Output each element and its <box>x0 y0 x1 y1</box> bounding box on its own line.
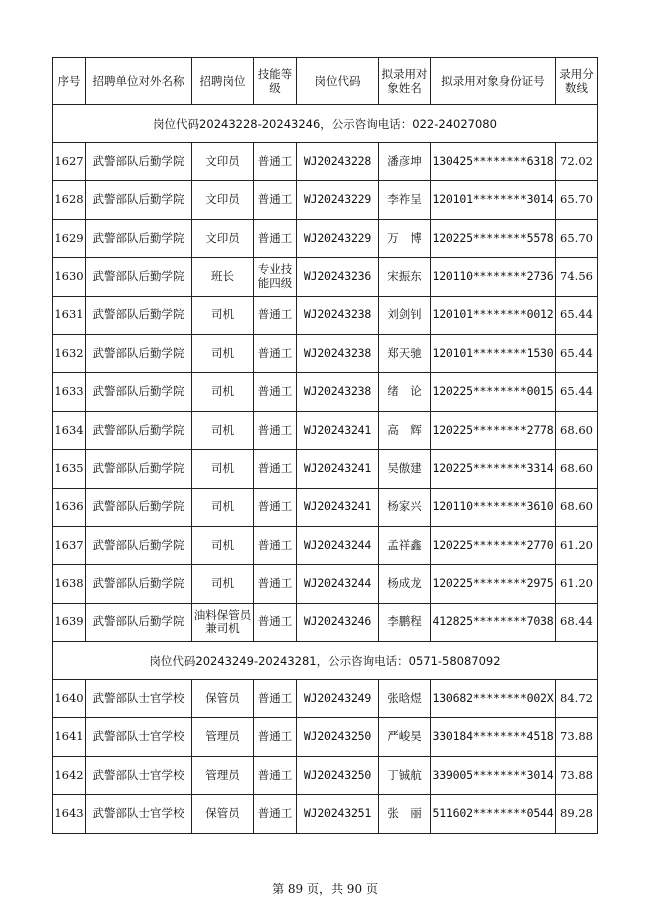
cell-skill: 普通工 <box>254 756 297 794</box>
cell-code: WJ20243229 <box>297 181 379 219</box>
cell-position: 保管员 <box>192 680 254 718</box>
header-name: 拟录用对象姓名 <box>379 58 431 105</box>
table-row <box>53 795 598 833</box>
cell-seq: 1628 <box>53 181 86 219</box>
cell-id: 130682********002X <box>431 680 556 718</box>
cell-name: 吴傲建 <box>379 450 431 488</box>
table-row <box>53 143 598 181</box>
cell-score: 61.20 <box>556 565 598 603</box>
table-body <box>53 105 598 834</box>
cell-unit: 武警部队后勤学院 <box>86 181 192 219</box>
cell-score: 68.44 <box>556 603 598 641</box>
cell-score: 89.28 <box>556 795 598 833</box>
header-unit: 招聘单位对外名称 <box>86 58 192 105</box>
section-header-row <box>53 642 598 680</box>
cell-score: 84.72 <box>556 680 598 718</box>
cell-unit: 武警部队后勤学院 <box>86 526 192 564</box>
table-row <box>53 296 598 334</box>
cell-score: 72.02 <box>556 143 598 181</box>
cell-code: WJ20243246 <box>297 603 379 641</box>
cell-position: 司机 <box>192 411 254 449</box>
cell-unit: 武警部队士官学校 <box>86 756 192 794</box>
table-row <box>53 680 598 718</box>
cell-position: 管理员 <box>192 718 254 756</box>
cell-position: 司机 <box>192 296 254 334</box>
cell-seq: 1641 <box>53 718 86 756</box>
cell-unit: 武警部队后勤学院 <box>86 373 192 411</box>
cell-score: 68.60 <box>556 488 598 526</box>
cell-score: 65.44 <box>556 373 598 411</box>
cell-position: 司机 <box>192 526 254 564</box>
cell-code: WJ20243244 <box>297 526 379 564</box>
cell-unit: 武警部队后勤学院 <box>86 334 192 372</box>
cell-skill: 普通工 <box>254 143 297 181</box>
recruitment-table <box>52 57 598 834</box>
cell-unit: 武警部队后勤学院 <box>86 488 192 526</box>
cell-name: 严峻昊 <box>379 718 431 756</box>
cell-seq: 1640 <box>53 680 86 718</box>
cell-unit: 武警部队后勤学院 <box>86 565 192 603</box>
cell-score: 74.56 <box>556 258 598 296</box>
header-seq: 序号 <box>53 58 86 105</box>
cell-skill: 普通工 <box>254 603 297 641</box>
cell-code: WJ20243241 <box>297 411 379 449</box>
table-row <box>53 219 598 257</box>
cell-code: WJ20243238 <box>297 296 379 334</box>
cell-score: 68.60 <box>556 411 598 449</box>
table-row <box>53 411 598 449</box>
cell-name: 刘剑钊 <box>379 296 431 334</box>
header-row <box>53 58 598 105</box>
section-title: 岗位代码20243249-20243281，公示咨询电话：0571-58087092 <box>53 642 598 680</box>
cell-skill: 普通工 <box>254 219 297 257</box>
section-header-row <box>53 105 598 143</box>
cell-score: 65.70 <box>556 219 598 257</box>
cell-unit: 武警部队后勤学院 <box>86 411 192 449</box>
cell-score: 65.70 <box>556 181 598 219</box>
cell-skill: 普通工 <box>254 334 297 372</box>
cell-seq: 1627 <box>53 143 86 181</box>
cell-id: 120101********3014 <box>431 181 556 219</box>
cell-code: WJ20243251 <box>297 795 379 833</box>
cell-position: 管理员 <box>192 756 254 794</box>
cell-skill: 普通工 <box>254 526 297 564</box>
header-code: 岗位代码 <box>297 58 379 105</box>
cell-unit: 武警部队后勤学院 <box>86 603 192 641</box>
cell-skill: 普通工 <box>254 373 297 411</box>
cell-position: 司机 <box>192 488 254 526</box>
cell-name: 丁铖航 <box>379 756 431 794</box>
cell-name: 张 丽 <box>379 795 431 833</box>
cell-id: 120225********3314 <box>431 450 556 488</box>
table-row <box>53 488 598 526</box>
cell-position: 司机 <box>192 565 254 603</box>
cell-seq: 1637 <box>53 526 86 564</box>
cell-code: WJ20243250 <box>297 718 379 756</box>
cell-seq: 1643 <box>53 795 86 833</box>
table-row <box>53 258 598 296</box>
cell-id: 120110********2736 <box>431 258 556 296</box>
cell-unit: 武警部队后勤学院 <box>86 296 192 334</box>
cell-unit: 武警部队后勤学院 <box>86 219 192 257</box>
cell-name: 李鹏程 <box>379 603 431 641</box>
cell-name: 潘彦坤 <box>379 143 431 181</box>
cell-code: WJ20243241 <box>297 450 379 488</box>
table-row <box>53 756 598 794</box>
table-row <box>53 181 598 219</box>
cell-id: 412825********7038 <box>431 603 556 641</box>
cell-skill: 普通工 <box>254 718 297 756</box>
table-row <box>53 450 598 488</box>
cell-seq: 1633 <box>53 373 86 411</box>
cell-id: 120225********2778 <box>431 411 556 449</box>
cell-unit: 武警部队后勤学院 <box>86 450 192 488</box>
table-row <box>53 603 598 641</box>
cell-seq: 1635 <box>53 450 86 488</box>
cell-id: 120225********0015 <box>431 373 556 411</box>
cell-position: 文印员 <box>192 219 254 257</box>
cell-code: WJ20243229 <box>297 219 379 257</box>
cell-name: 李祚呈 <box>379 181 431 219</box>
header-score: 录用分数线 <box>556 58 598 105</box>
cell-seq: 1630 <box>53 258 86 296</box>
cell-score: 73.88 <box>556 718 598 756</box>
cell-code: WJ20243249 <box>297 680 379 718</box>
cell-name: 绪 论 <box>379 373 431 411</box>
cell-name: 高 辉 <box>379 411 431 449</box>
cell-position: 司机 <box>192 334 254 372</box>
cell-seq: 1642 <box>53 756 86 794</box>
header-id: 拟录用对象身份证号 <box>431 58 556 105</box>
cell-seq: 1638 <box>53 565 86 603</box>
cell-name: 宋振东 <box>379 258 431 296</box>
cell-name: 杨成龙 <box>379 565 431 603</box>
cell-position: 司机 <box>192 450 254 488</box>
cell-position: 班长 <box>192 258 254 296</box>
cell-skill: 普通工 <box>254 680 297 718</box>
cell-code: WJ20243238 <box>297 334 379 372</box>
cell-unit: 武警部队士官学校 <box>86 680 192 718</box>
cell-position: 文印员 <box>192 143 254 181</box>
cell-name: 杨家兴 <box>379 488 431 526</box>
cell-seq: 1632 <box>53 334 86 372</box>
cell-id: 120225********2975 <box>431 565 556 603</box>
cell-position: 司机 <box>192 373 254 411</box>
cell-score: 61.20 <box>556 526 598 564</box>
table-row <box>53 373 598 411</box>
cell-score: 65.44 <box>556 296 598 334</box>
cell-skill: 普通工 <box>254 565 297 603</box>
cell-seq: 1636 <box>53 488 86 526</box>
cell-score: 68.60 <box>556 450 598 488</box>
cell-unit: 武警部队后勤学院 <box>86 258 192 296</box>
cell-name: 张晗煜 <box>379 680 431 718</box>
cell-name: 万 博 <box>379 219 431 257</box>
cell-id: 120225********2770 <box>431 526 556 564</box>
cell-code: WJ20243241 <box>297 488 379 526</box>
cell-position: 油料保管员兼司机 <box>192 603 254 641</box>
cell-skill: 普通工 <box>254 411 297 449</box>
table-row <box>53 334 598 372</box>
cell-id: 120110********3610 <box>431 488 556 526</box>
cell-id: 339005********3014 <box>431 756 556 794</box>
cell-position: 保管员 <box>192 795 254 833</box>
cell-skill: 普通工 <box>254 795 297 833</box>
cell-name: 郑天驰 <box>379 334 431 372</box>
section-title: 岗位代码20243228-20243246，公示咨询电话：022-24027080 <box>53 105 598 143</box>
cell-id: 120101********0012 <box>431 296 556 334</box>
cell-seq: 1629 <box>53 219 86 257</box>
page-footer: 第 89 页，共 90 页 <box>272 882 378 896</box>
table-row <box>53 718 598 756</box>
cell-unit: 武警部队士官学校 <box>86 795 192 833</box>
cell-seq: 1634 <box>53 411 86 449</box>
cell-id: 330184********4518 <box>431 718 556 756</box>
cell-id: 130425********6318 <box>431 143 556 181</box>
cell-skill: 普通工 <box>254 488 297 526</box>
cell-id: 120101********1530 <box>431 334 556 372</box>
cell-name: 孟祥鑫 <box>379 526 431 564</box>
cell-code: WJ20243250 <box>297 756 379 794</box>
table-row <box>53 565 598 603</box>
cell-code: WJ20243236 <box>297 258 379 296</box>
cell-skill: 普通工 <box>254 181 297 219</box>
cell-score: 73.88 <box>556 756 598 794</box>
cell-skill: 专业技能四级 <box>254 258 297 296</box>
cell-unit: 武警部队后勤学院 <box>86 143 192 181</box>
cell-skill: 普通工 <box>254 450 297 488</box>
table-row <box>53 526 598 564</box>
cell-code: WJ20243228 <box>297 143 379 181</box>
cell-code: WJ20243244 <box>297 565 379 603</box>
cell-id: 120225********5578 <box>431 219 556 257</box>
cell-id: 511602********0544 <box>431 795 556 833</box>
cell-seq: 1639 <box>53 603 86 641</box>
cell-score: 65.44 <box>556 334 598 372</box>
cell-position: 文印员 <box>192 181 254 219</box>
header-position: 招聘岗位 <box>192 58 254 105</box>
cell-seq: 1631 <box>53 296 86 334</box>
cell-skill: 普通工 <box>254 296 297 334</box>
cell-code: WJ20243238 <box>297 373 379 411</box>
header-skill: 技能等级 <box>254 58 297 105</box>
cell-unit: 武警部队士官学校 <box>86 718 192 756</box>
